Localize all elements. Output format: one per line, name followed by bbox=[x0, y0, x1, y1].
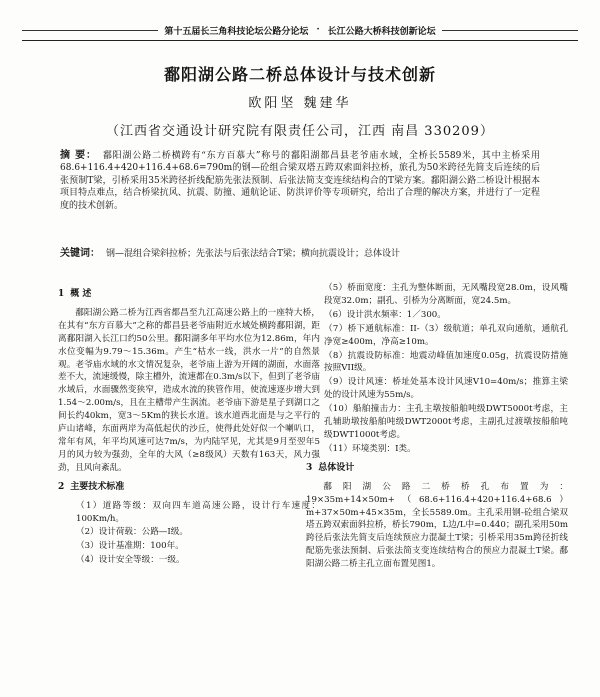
standard-item-5: （5）桥面宽度：主孔为整体断面，无风嘴段宽28.0m，设风嘴段宽32.0m；副孔、引桥为分离断面，宽24.5m。 bbox=[324, 283, 568, 306]
standard-item-2: （2）设计荷载：公路—I级。 bbox=[76, 527, 188, 538]
section-2-number: 2 bbox=[58, 481, 65, 492]
keywords-text: 钢—混组合梁斜拉桥；先张法与后张法结合T梁；横向抗震设计；总体设计 bbox=[106, 249, 401, 259]
section-1-title: 概 述 bbox=[70, 289, 92, 299]
section-2-title: 主要技术标准 bbox=[70, 481, 125, 492]
section-3-title: 总体设计 bbox=[318, 462, 355, 473]
paper-authors: 欧阳坚 魏建华 bbox=[248, 96, 352, 111]
abstract-label: 摘 要： bbox=[60, 150, 97, 161]
running-header bbox=[22, 22, 578, 38]
paper-title: 鄱阳湖公路二桥总体设计与技术创新 bbox=[163, 65, 436, 84]
standard-item-6: （6）设计洪水频率：1／300。 bbox=[324, 309, 446, 320]
section-1-number: 1 bbox=[58, 289, 65, 299]
header-right-text: 长江公路大桥科技创新论坛 bbox=[327, 26, 436, 37]
header-rule-left bbox=[22, 30, 158, 31]
standard-item-4: （4）设计安全等级：一级。 bbox=[76, 555, 185, 566]
standard-item-8: （8）抗震设防标准：地震动峰值加速度0.05g，抗震设防措施按照VII级。 bbox=[324, 350, 568, 374]
keywords bbox=[60, 248, 540, 260]
right-column bbox=[306, 282, 568, 573]
standard-item-3: （3）设计基准期：100年。 bbox=[76, 541, 184, 552]
abstract-text: 鄱阳湖公路二桥横跨有“东方百慕大”称号的鄱阳湖都昌县老爷庙水域，全桥长5589米，其中主桥采用68.6+116.4+420+116.4+68.6=790m的钢—砼组合梁双塔五跨双索面斜拉桥，旅孔为50米跨径先简支后连续的后张预制T梁，引桥采用35米跨径折线配筋先张法预制、后张法简支变连续结构合的T梁方案。鄱阳湖公路二桥设计根据本项目特点难点，结合桥梁抗风、抗震、防撞、通航论证、防洪评价等专项研究，给出了合理的解决方案，并进行了一定程度的技术创新。 bbox=[60, 151, 541, 211]
keywords-label: 关键词： bbox=[60, 248, 100, 259]
abstract bbox=[60, 150, 540, 212]
section-3-heading bbox=[306, 462, 568, 475]
standard-item-10: （10）船舶撞击力：主孔主墩按船舶吨级DWT5000t考虑，主孔辅助墩按船舶吨级DWT2000t考虑，主副孔过渡墩按船舶吨级DWT1000t考虑。 bbox=[324, 404, 568, 440]
section-3-paragraph: 鄱阳湖公路二桥桥孔布置为：19×35m+14×50m+（68.6+116.4+420+116.4+68.6）m+37×50m+45×35m，全长5589.0m。主孔采用钢-砼组合梁双塔五跨双索面斜拉桥，桥长790m，L边/L中=0.440；副孔采用50m跨径后张法先简支后连续预应力混凝土T梁；引桥采用35m跨径折线配筋先张法预制、后张法简支变连续结构合的预应力混凝土T梁。鄱阳湖公路二桥主孔立面布置见图1。 bbox=[306, 481, 568, 570]
standard-item-7: （7）桥下通航标准：II-（3）级航道；单孔双向通航，通航孔净宽≥400m，净高≥10m。 bbox=[324, 323, 568, 347]
header-divider bbox=[22, 40, 578, 41]
section-2-heading bbox=[58, 481, 320, 494]
section-3-number: 3 bbox=[306, 462, 313, 473]
standard-item-1: （1）道路等级：双向四车道高速公路，设计行车速度：100Km/h。 bbox=[76, 500, 320, 524]
standard-item-9: （9）设计风速：桥址处基本设计风速V10=40m/s；推算主梁处的设计风速为55m/s。 bbox=[324, 377, 568, 401]
standard-item-11: （11）环境类别：I类。 bbox=[324, 443, 416, 454]
section-1-heading bbox=[58, 288, 320, 301]
left-column bbox=[58, 282, 320, 568]
header-separator: · bbox=[316, 25, 320, 35]
paper-affiliation: （江西省交通设计研究院有限责任公司，江西 南昌 330209） bbox=[106, 124, 494, 139]
header-left-text: 第十五届长三角科技论坛公路分论坛 bbox=[164, 26, 309, 37]
section-1-paragraph: 鄱阳湖公路二桥为江西省都昌至九江高速公路上的一座特大桥，在其有“东方百慕大”之称的都昌县老爷庙附近水域处横跨鄱阳湖，距离鄱阳湖入长江口约50公里。鄱阳湖多年平均水位为12.86m，年内水位变幅为9.79～15.36m。产生“枯水一线，洪水一片”的自然景观。老爷庙水域的水文情况复杂，老爷庙上游为开阔的湖面，水面落差不大，流速缓慢，除主槽外，流速都在0.3m/s以下，但到了老爷庙水域后，水面骤然变狭窄，造成水流的狭管作用，使流速逐步增大到1.54～2.00m/s，且在主槽带产生涡流。老爷庙下游是星子到湖口之间长约40km，宽3～5Km的狭长水道。该水道西北面是与之平行的庐山诸峰，东面两岸为高低起伏的沙丘，使得此处好似一个喇叭口，常年有风，年平均风速可达7m/s，为内陆罕见，尤其是9月至翌年5月的风力较为强劲，全年的大风（≥8级风）天数有163天，风力强劲，且风向紊乱。 bbox=[58, 307, 320, 473]
header-rule-right bbox=[442, 30, 578, 31]
